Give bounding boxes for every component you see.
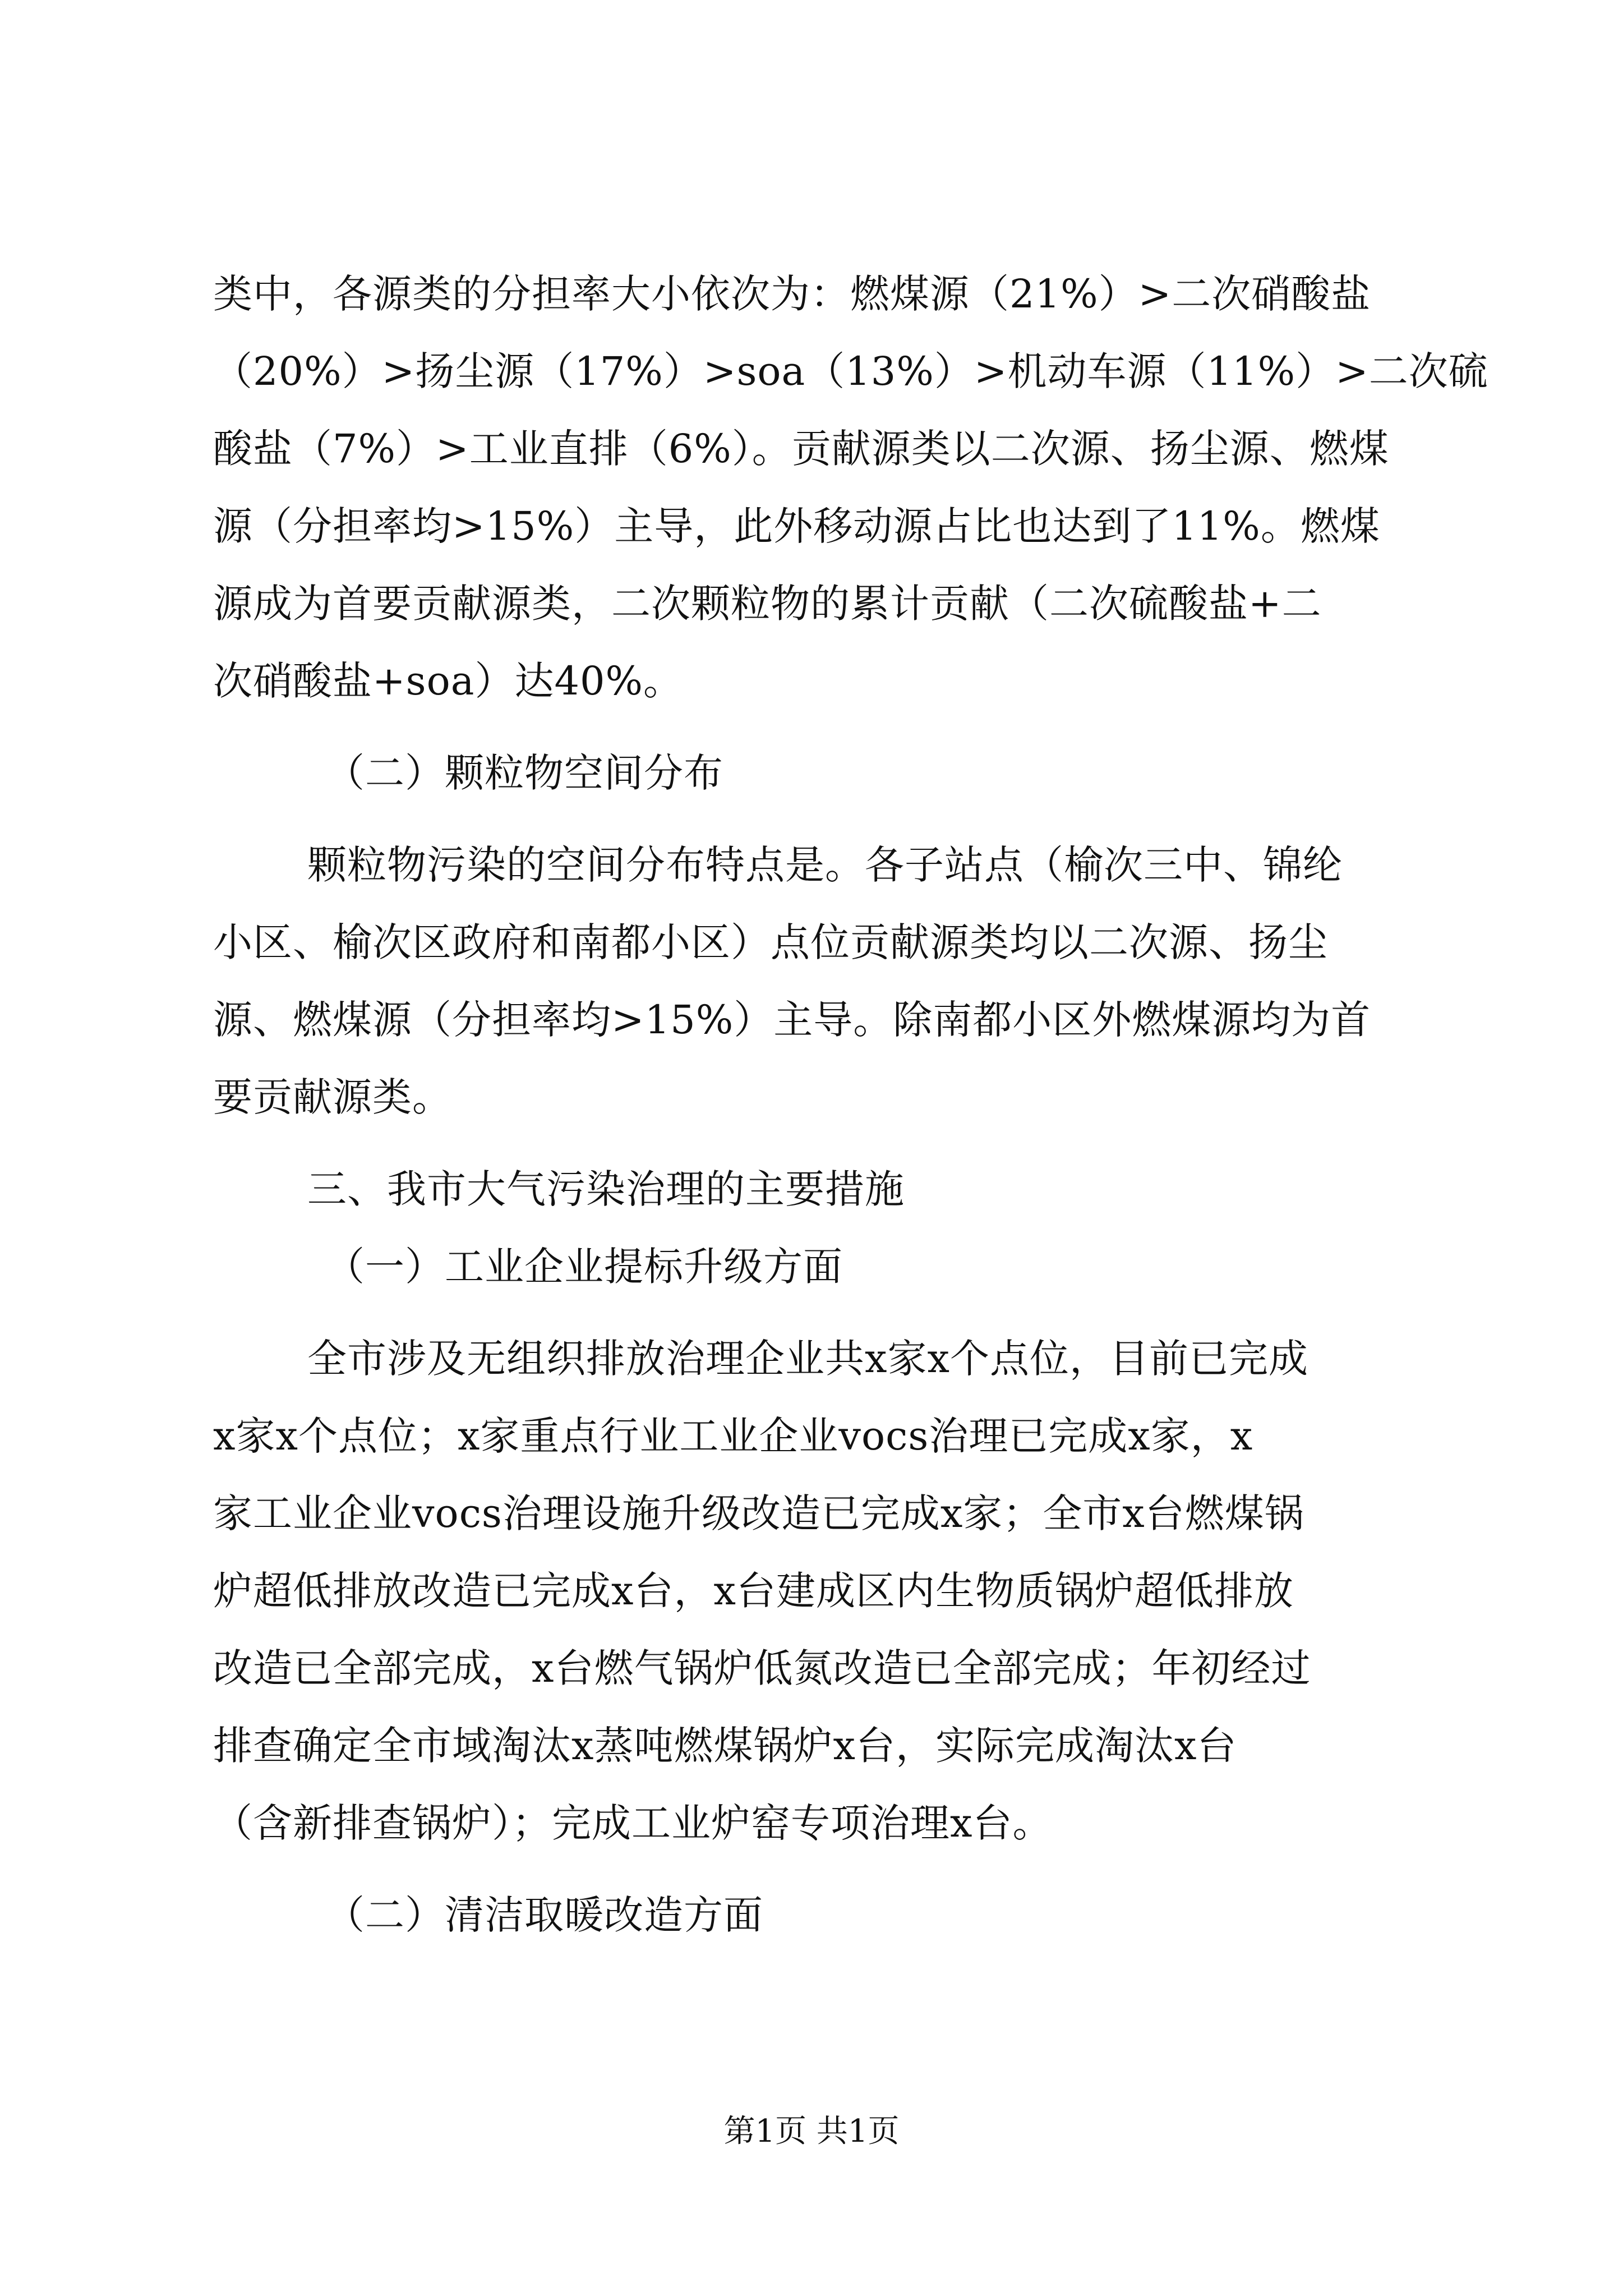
text-line: 酸盐（7%）>工业直排（6%）。贡献源类以二次源、扬尘源、燃煤 <box>213 426 1389 472</box>
text-line: 家工业企业vocs治理设施升级改造已完成x家；全市x台燃煤锅 <box>213 1490 1304 1536</box>
paragraph-source-contribution <box>213 255 1488 720</box>
paragraph-spatial-distribution <box>213 826 1413 1136</box>
section-heading-industrial-upgrade: （一）工业企业提标升级方面 <box>325 1244 843 1290</box>
text-line: 源、燃煤源（分担率均>15%）主导。除南都小区外燃煤源均为首 <box>213 997 1371 1043</box>
text-line: （20%）>扬尘源（17%）>soa（13%）>机动车源（11%）>二次硫 <box>213 348 1488 394</box>
page-footer <box>0 2109 1623 2154</box>
section-heading-clean-heating: （二）清洁取暖改造方面 <box>325 1892 763 1938</box>
text-line: （含新排查锅炉）；完成工业炉窑专项治理x台。 <box>213 1800 1053 1846</box>
text-line: 颗粒物污染的空间分布特点是。各子站点（榆次三中、锦纶 <box>307 842 1343 888</box>
text-line: x家x个点位；x家重点行业工业企业vocs治理已完成x家，x <box>213 1413 1253 1459</box>
paragraph-industrial-measures <box>213 1320 1413 1862</box>
text-line: 小区、榆次区政府和南都小区）点位贡献源类均以二次源、扬尘 <box>213 919 1328 965</box>
text-line: 次硝酸盐+soa）达40%。 <box>213 658 684 704</box>
section-heading-particle-distribution: （二）颗粒物空间分布 <box>325 750 723 796</box>
page-indicator: 第1页 共1页 <box>723 2113 900 2150</box>
text-line: 改造已全部完成，x台燃气锅炉低氮改造已全部完成；年初经过 <box>213 1645 1311 1691</box>
text-line: 炉超低排放改造已完成x台，x台建成区内生物质锅炉超低排放 <box>213 1568 1294 1614</box>
section-heading-main-measures: 三、我市大气污染治理的主要措施 <box>307 1166 905 1212</box>
text-line: 源（分担率均>15%）主导，此外移动源占比也达到了11%。燃煤 <box>213 503 1380 549</box>
document-body <box>213 255 1488 1954</box>
text-line: 排查确定全市域淘汰x蒸吨燃煤锅炉x台，实际完成淘汰x台 <box>213 1723 1237 1769</box>
text-line: 源成为首要贡献源类，二次颗粒物的累计贡献（二次硫酸盐+二 <box>213 581 1322 627</box>
text-line: 要贡献源类。 <box>213 1074 452 1120</box>
text-line: 全市涉及无组织排放治理企业共x家x个点位，目前已完成 <box>307 1336 1308 1382</box>
text-line: 类中，各源类的分担率大小依次为：燃煤源（21%）>二次硝酸盐 <box>213 271 1371 317</box>
